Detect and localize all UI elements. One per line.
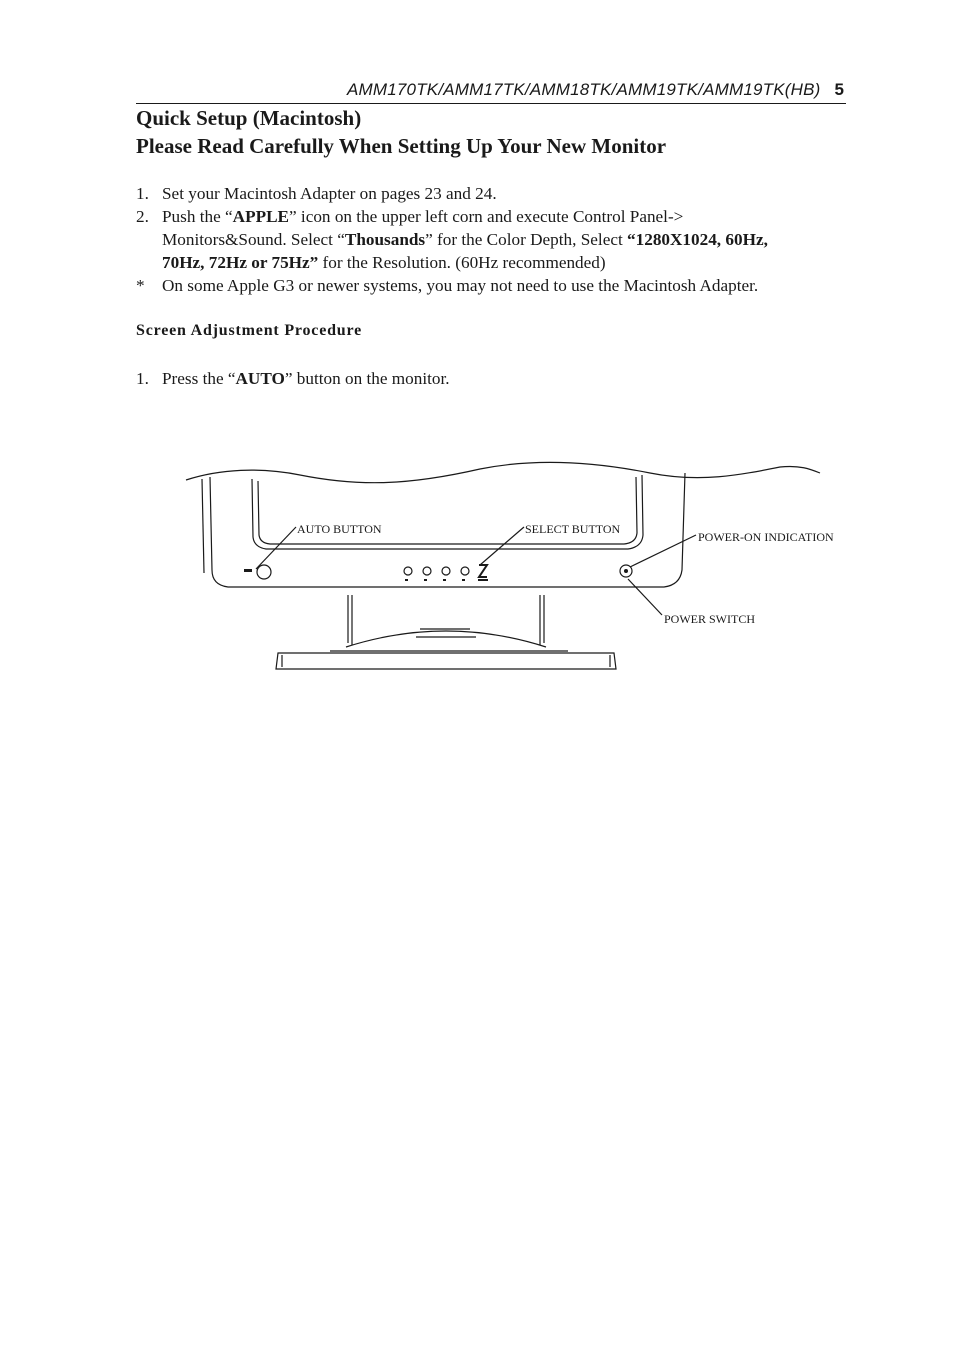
item-text: Press the “AUTO” button on the monitor. (162, 369, 450, 388)
item-marker: 2. (136, 207, 149, 226)
section-heading: Screen Adjustment Procedure (136, 322, 363, 339)
item-text: Set your Macintosh Adapter on pages 23 and 24. (162, 184, 497, 203)
resolution-keyword: “1280X1024, 60Hz, (627, 230, 768, 249)
item-line: Push the “APPLE” icon on the upper left corn and execute Control Panel-> (162, 207, 684, 226)
thousands-keyword: Thousands (344, 230, 426, 249)
item-line: Monitors&Sound. Select “Thousands” for the Color Depth, Select “1280X1024, 60Hz, (162, 230, 768, 249)
list-item (136, 274, 856, 297)
power-on-label: POWER-ON INDICATION (698, 530, 834, 544)
item-line: 70Hz, 72Hz or 75Hz” for the Resolution. (60Hz recommended) (162, 253, 606, 272)
page-header (136, 80, 846, 104)
item-marker: * (136, 276, 145, 295)
page-subtitle: Please Read Carefully When Setting Up Your New Monitor (136, 134, 667, 158)
list-item (136, 182, 856, 205)
auto-button-label: AUTO BUTTON (297, 522, 382, 536)
list-item (136, 205, 856, 274)
auto-keyword: AUTO (235, 369, 285, 388)
select-button-label: SELECT BUTTON (525, 522, 621, 536)
refresh-keyword: 70Hz, 72Hz or 75Hz” (162, 253, 319, 272)
monitor-diagram (180, 455, 850, 675)
page-number: 5 (834, 80, 844, 99)
apple-keyword: APPLE (232, 207, 289, 226)
model-numbers: AMM170TK/AMM17TK/AMM18TK/AMM19TK/AMM19TK(HB) (346, 80, 821, 99)
item-text: On some Apple G3 or newer systems, you may not need to use the Macintosh Adapter. (162, 276, 759, 295)
page-title: Quick Setup (Macintosh) (136, 106, 362, 130)
item-marker: 1. (136, 369, 149, 388)
item-marker: 1. (136, 184, 149, 203)
adjust-steps (136, 367, 856, 390)
list-item (136, 367, 856, 390)
setup-steps (136, 182, 856, 297)
power-switch-label: POWER SWITCH (664, 612, 755, 626)
